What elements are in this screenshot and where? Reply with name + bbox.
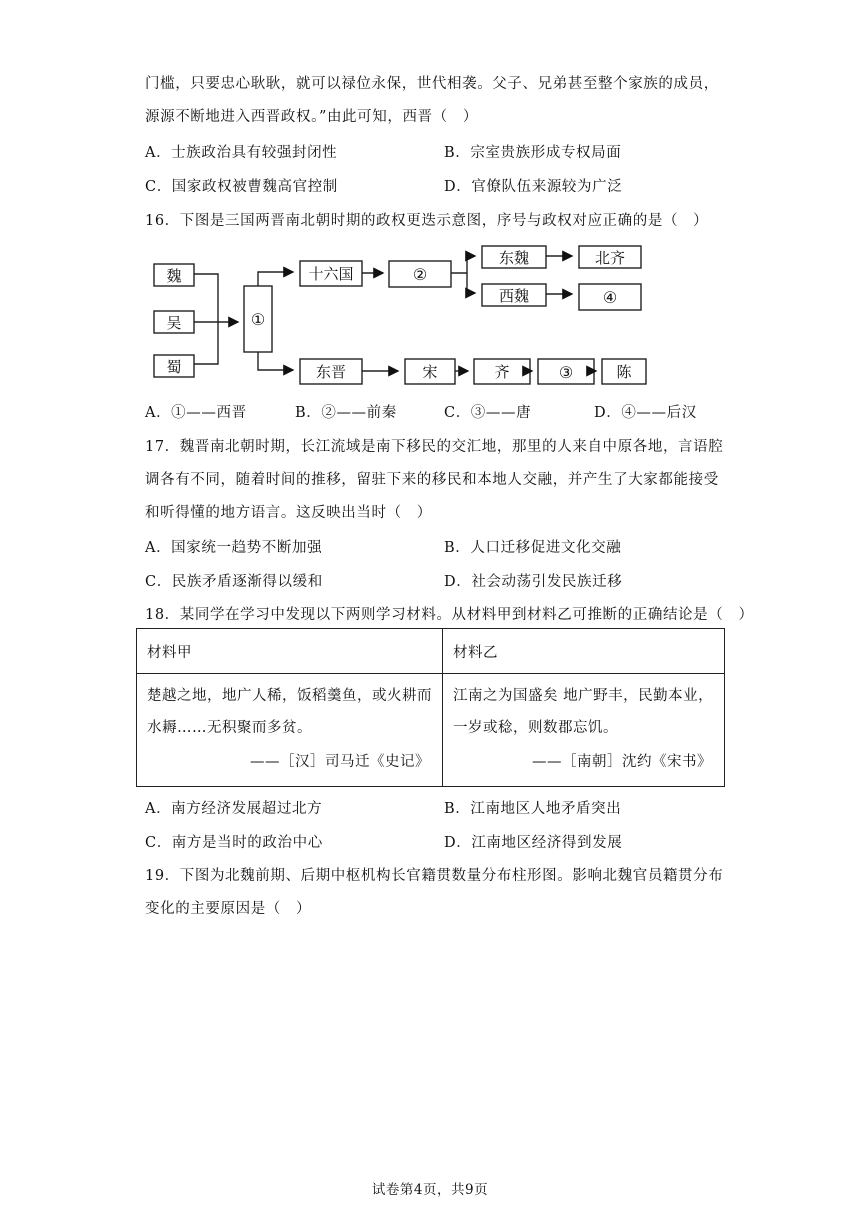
label-xiwei: 西魏 [498, 287, 530, 305]
q17-option-c: C．民族矛盾逐渐得以缓和 [145, 574, 323, 590]
material-jia-line2: 水耨……无积聚而多贫。 [147, 720, 312, 736]
label-shiliuguo: 十六国 [308, 265, 354, 283]
materials-table [136, 628, 725, 787]
material-yi-cell [443, 674, 725, 787]
q18-option-c: C．南方是当时的政治中心 [145, 835, 323, 851]
q18-stem: 18．某同学在学习中发现以下两则学习材料。从材料甲到材料乙可推断的正确结论是（ ） [145, 607, 754, 623]
q18-option-d: D．江南地区经济得到发展 [444, 835, 623, 851]
material-jia-header: 材料甲 [137, 629, 443, 674]
label-n1: ① [250, 310, 266, 329]
q15-stem-line1: 门槛，只要忠心耿耿，就可以禄位永保，世代相袭。父子、兄弟甚至整个家族的成员， [145, 76, 719, 92]
q17-option-b: B．人口迁移促进文化交融 [444, 540, 622, 556]
material-yi-line2: 一岁或稔，则数郡忘饥。 [453, 720, 618, 736]
label-n4: ④ [602, 288, 618, 307]
material-yi-source: ——［南朝］沈约《宋书》 [532, 754, 712, 770]
q15-option-d: D．官僚队伍来源较为广泛 [444, 179, 623, 195]
q16-option-a: A．①——西晋 [145, 405, 247, 421]
q16-stem: 16．下图是三国两晋南北朝时期的政权更迭示意图，序号与政权对应正确的是（ ） [145, 213, 709, 229]
material-yi-header: 材料乙 [443, 629, 725, 674]
q17-stem-line1: 17．魏晋南北朝时期，长江流域是南下移民的交汇地，那里的人来自中原各地，言语腔 [145, 439, 724, 455]
page-footer: 试卷第4页，共9页 [371, 1182, 489, 1198]
q17-stem-line2: 调各有不同，随着时间的推移，留驻下来的移民和本地人交融，并产生了大家都能接受 [145, 472, 719, 488]
label-shu: 蜀 [166, 358, 182, 376]
label-dongwei: 东魏 [498, 249, 530, 267]
label-chen: 陈 [616, 363, 632, 381]
q15-stem-line2: 源源不断地进入西晋政权。”由此可知，西晋（ ） [145, 109, 478, 125]
q16-option-b: B．②——前秦 [295, 405, 397, 421]
material-jia-cell [137, 674, 443, 787]
label-dongjin: 东晋 [315, 363, 347, 381]
label-wu: 吴 [166, 314, 182, 332]
q15-option-b: B．宗室贵族形成专权局面 [444, 145, 622, 161]
label-song: 宋 [422, 363, 438, 381]
q19-stem-line1: 19．下图为北魏前期、后期中枢机构长官籍贯数量分布柱形图。影响北魏官员籍贯分布 [145, 868, 724, 884]
material-jia-line1: 楚越之地，地广人稀，饭稻羹鱼，或火耕而 [147, 688, 432, 704]
q15-option-c: C．国家政权被曹魏高官控制 [145, 179, 338, 195]
q15-option-a: A．士族政治具有较强封闭性 [145, 145, 338, 161]
q16-option-c: C．③——唐 [444, 405, 532, 421]
label-qi: 齐 [494, 363, 510, 381]
material-jia-source: ——［汉］司马迁《史记》 [250, 754, 430, 770]
material-yi-line1: 江南之为国盛矣 地广野丰，民勤本业， [453, 688, 714, 704]
q18-option-a: A．南方经济发展超过北方 [145, 801, 323, 817]
q18-option-b: B．江南地区人地矛盾突出 [444, 801, 622, 817]
label-n3: ③ [558, 363, 574, 382]
label-n2: ② [412, 265, 428, 284]
dynasty-succession-diagram [0, 0, 860, 400]
q19-stem-line2: 变化的主要原因是（ ） [145, 901, 312, 917]
q16-option-d: D．④——后汉 [594, 405, 697, 421]
label-wei: 魏 [166, 267, 182, 285]
q17-stem-line3: 和听得懂的地方语言。这反映出当时（ ） [145, 505, 432, 521]
label-beiqi: 北齐 [594, 249, 626, 267]
q17-option-a: A．国家统一趋势不断加强 [145, 540, 323, 556]
q17-option-d: D．社会动荡引发民族迁移 [444, 574, 623, 590]
